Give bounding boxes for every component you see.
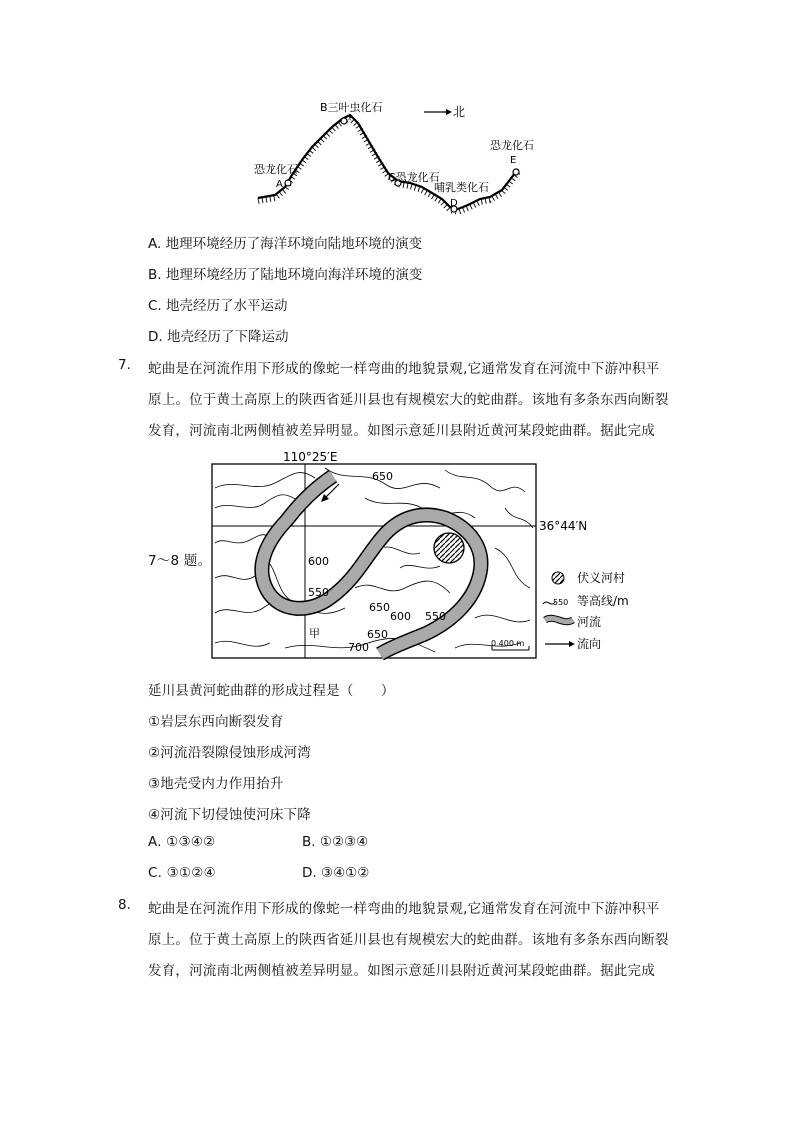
fossil-profile-figure [250, 95, 560, 220]
contour-label: 550 [308, 586, 329, 599]
q7-step-4: ④河流下切侵蚀使河床下降 [148, 807, 312, 823]
q7-option-b[interactable]: B. ①②③④ [302, 834, 369, 850]
q7-option-d[interactable]: D. ③④①② [302, 865, 370, 881]
legend-village-icon [552, 572, 564, 584]
terrain-profile-line [258, 115, 518, 209]
north-label: 北 [453, 105, 466, 119]
q7-text-line-1: 蛇曲是在河流作用下形成的像蛇一样弯曲的地貌景观,它通常发育在河流中下游冲积平 [148, 361, 660, 377]
label-e: 恐龙化石 [490, 139, 534, 152]
latitude-label: 36°44′N [539, 519, 588, 533]
contour-label: 550 [425, 610, 446, 623]
q7-question: 延川县黄河蛇曲群的形成过程是（ ） [148, 683, 395, 699]
q6-option-c[interactable]: C. 地壳经历了水平运动 [148, 298, 288, 314]
q7-text-line-2: 原上。位于黄土高原上的陕西省延川县也有规模宏大的蛇曲群。该地有多条东西向断裂 [148, 392, 669, 408]
label-d: 哺乳类化石 [434, 181, 489, 194]
fossil-point-e [513, 169, 519, 175]
fossil-point-b [341, 118, 347, 124]
contour-label: 650 [372, 470, 393, 483]
meander-map [205, 448, 645, 663]
point-jia: 甲 [309, 627, 320, 640]
q6-option-a[interactable]: A. 地理环境经历了海洋环境向陆地环境的演变 [148, 236, 423, 252]
legend-village: 伏义河村 [577, 571, 626, 585]
q6-option-b[interactable]: B. 地理环境经历了陆地环境向海洋环境的演变 [148, 267, 423, 283]
letter-a: A [276, 179, 283, 190]
q8-text-line-1: 蛇曲是在河流作用下形成的像蛇一样弯曲的地貌景观,它通常发育在河流中下游冲积平 [148, 901, 660, 917]
contour-label: 700 [348, 641, 369, 654]
q7-step-3: ③地壳受内力作用抬升 [148, 776, 284, 792]
q7-step-2: ②河流沿裂隙侵蚀形成河湾 [148, 745, 312, 761]
contour-label: 600 [390, 610, 411, 623]
q7-option-a[interactable]: A. ①③④② [148, 834, 216, 850]
q7-option-c[interactable]: C. ③①②④ [148, 865, 216, 881]
q8-text-line-3: 发育，河流南北两侧植被差异明显。如图示意延川县附近黄河某段蛇曲群。据此完成 [148, 963, 655, 979]
legend-river: 河流 [577, 615, 602, 629]
fossil-point-a [285, 180, 291, 186]
legend-flow: 流向 [577, 637, 602, 651]
letter-e: E [510, 155, 517, 166]
contour-label: 650 [369, 601, 390, 614]
label-b: B三叶虫化石 [320, 101, 383, 114]
q7-text-line-3: 发育，河流南北两侧植被差异明显。如图示意延川县附近黄河某段蛇曲群。据此完成 [148, 423, 655, 439]
village-marker [434, 533, 464, 563]
label-c: C恐龙化石 [388, 171, 440, 184]
scale-label: 0 400 m [491, 639, 525, 648]
q7-number: 7. [118, 357, 131, 373]
north-arrow-head [446, 109, 452, 115]
q6-option-d[interactable]: D. 地壳经历了下降运动 [148, 329, 289, 345]
legend-contour-sample: 550 [553, 598, 569, 607]
contour-label: 650 [367, 628, 388, 641]
label-a: 恐龙化石 [254, 163, 298, 176]
legend-contour: 等高线/m [577, 594, 629, 608]
q7-text-tail: 7～8 题。 [148, 553, 212, 569]
q8-text-line-2: 原上。位于黄土高原上的陕西省延川县也有规模宏大的蛇曲群。该地有多条东西向断裂 [148, 932, 669, 948]
longitude-label: 110°25′E [283, 450, 338, 464]
q7-step-1: ①岩层东西向断裂发育 [148, 714, 284, 730]
contour-label: 600 [308, 555, 329, 568]
q8-number: 8. [118, 897, 131, 913]
letter-d: D [450, 198, 458, 209]
